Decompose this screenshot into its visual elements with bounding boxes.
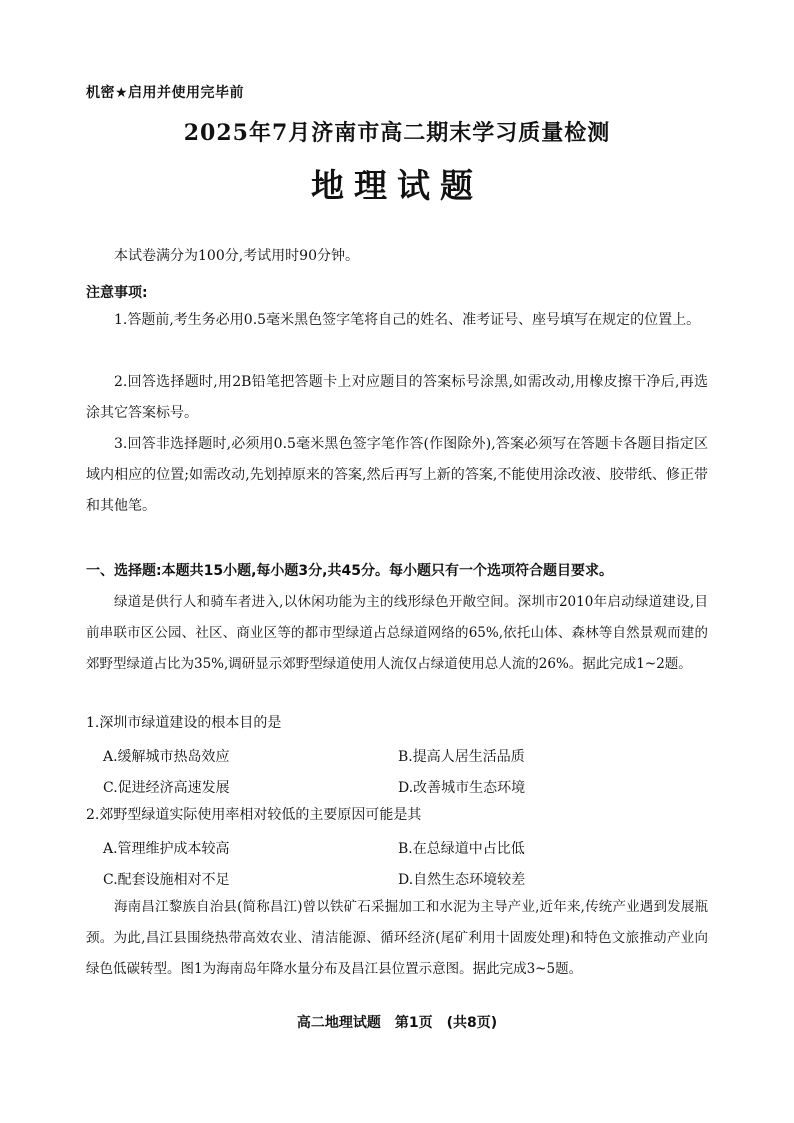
subject-title: 地理试题 bbox=[311, 166, 483, 205]
q2-option-c[interactable]: C.配套设施相对不足 bbox=[103, 872, 230, 888]
question-2-stem: 2.郊野型绿道实际使用率相对较低的主要原因可能是其 bbox=[86, 807, 422, 823]
note-item-1: 1.答题前,考生务必用0.5毫米黑色签字笔将自己的姓名、准考证号、座号填写在规定的位置上。 bbox=[114, 312, 701, 328]
passage-changjiang: 海南昌江黎族自治县(简称昌江)曾以铁矿石采掘加工和水泥为主导产业,近年来,传统产业遇到发展瓶颈。为此,昌江县围绕热带高效农业、清洁能源、循环经济(尾矿利用十固废处理)和特色文旅推动产业向绿色低碳转型。图1为海南岛年降水量分布及昌江县位置示意图。据此完成3~5题。 bbox=[86, 899, 708, 977]
exam-intro: 本试卷满分为100分,考试用时90分钟。 bbox=[114, 248, 359, 264]
question-1-stem: 1.深圳市绿道建设的根本目的是 bbox=[86, 715, 282, 731]
exam-title: 2025年7月济南市高二期末学习质量检测 bbox=[183, 120, 611, 146]
note-item-2: 2.回答选择题时,用2B铅笔把答题卡上对应题目的答案标号涂黑,如需改动,用橡皮擦干净后,再选涂其它答案标号。 bbox=[86, 374, 708, 421]
note-item-3: 3.回答非选择题时,必须用0.5毫米黑色签字笔作答(作图除外),答案必须写在答题卡各题目指定区域内相应的位置;如需改动,先划掉原来的答案,然后再写上新的答案,不能使用涂改液、胶带纸、修正带和其他笔。 bbox=[86, 436, 708, 514]
confidential-label: 机密★启用并使用完毕前 bbox=[86, 85, 245, 101]
q2-option-b[interactable]: B.在总绿道中占比低 bbox=[398, 841, 525, 857]
q1-option-b[interactable]: B.提高人居生活品质 bbox=[398, 749, 525, 765]
q2-option-d[interactable]: D.自然生态环境较差 bbox=[398, 872, 526, 888]
q1-option-a[interactable]: A.缓解城市热岛效应 bbox=[103, 749, 230, 765]
q2-option-a[interactable]: A.管理维护成本较高 bbox=[103, 841, 230, 857]
page-footer: 高二地理试题 第1页 (共8页) bbox=[296, 1015, 498, 1031]
passage-greenway: 绿道是供行人和骑车者进入,以休闲功能为主的线形绿色开敞空间。深圳市2010年启动绿道建设,目前串联市区公园、社区、商业区等的都市型绿道占总绿道网络的65%,依托山体、森林等自然景观而建的郊野型绿道占比为35%,调研显示郊野型绿道使用人流仅占绿道使用总人流的26%。据此完成1~2题。 bbox=[86, 594, 708, 672]
section-heading: 一、选择题:本题共15小题,每小题3分,共45分。每小题只有一个选项符合题目要求。 bbox=[86, 563, 613, 579]
notes-heading: 注意事项: bbox=[86, 285, 148, 301]
q1-option-c[interactable]: C.促进经济高速发展 bbox=[103, 780, 230, 796]
q1-option-d[interactable]: D.改善城市生态环境 bbox=[398, 780, 526, 796]
